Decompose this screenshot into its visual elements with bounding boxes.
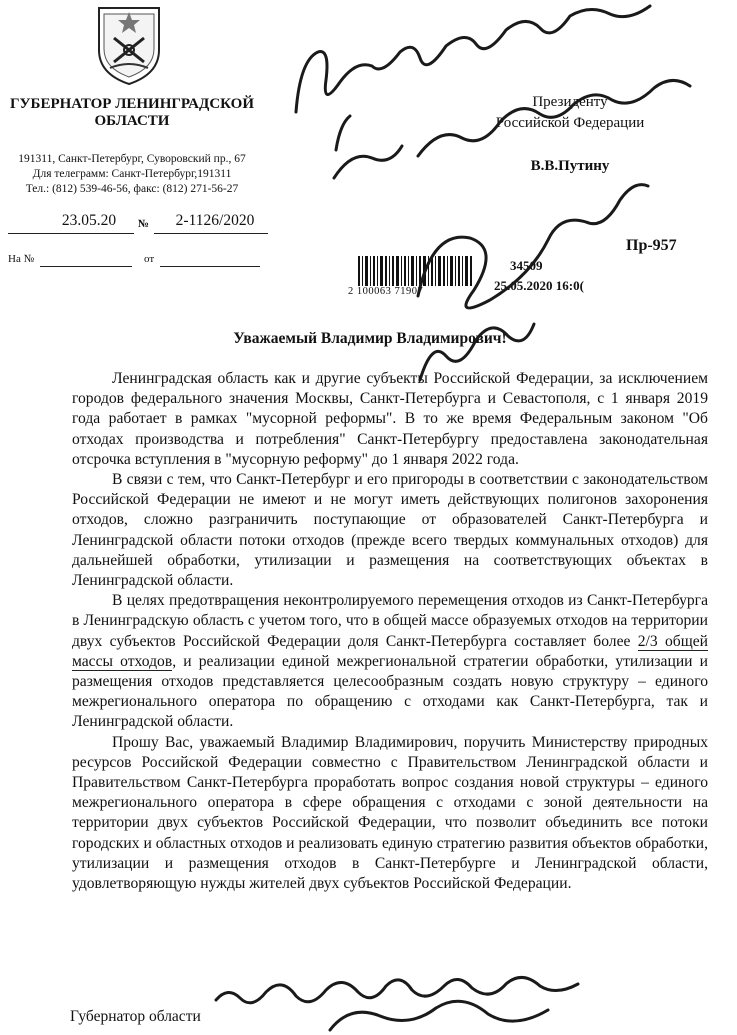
addressee-position — [470, 92, 670, 134]
phone-fax-line: Тел.: (812) 539-46-56, факс: (812) 271-56-27 — [25, 183, 239, 195]
reg-date-underline — [8, 233, 134, 234]
registration-date: 23.05.20 — [61, 212, 117, 229]
body-paragraph-1: Ленинградская область как и другие субъекты Российской Федерации, за исключением городов федерального значения Москвы, Санкт-Петербурга и Севастополя, с 1 января 2019 года работает в рамках "мусорной реформы". В то же время Федеральным законом "Об отходах производства и потребления" Санкт-Петербургу предоставлена законодательная отсрочка вступления в "мусорную реформу" до 1 января 2022 года. — [72, 370, 708, 468]
telegram-line: Для телеграмм: Санкт-Петербург,191311 — [32, 168, 232, 180]
letterhead-address — [8, 152, 256, 197]
addressee-line-1: Президенту — [532, 94, 608, 110]
address-line: 191311, Санкт-Петербург, Суворовский пр., 67 — [18, 153, 246, 165]
incoming-code: Пр-957 — [626, 237, 677, 254]
reg-number-underline — [154, 233, 268, 234]
governor-signature — [216, 977, 578, 1002]
addressee-line-2: Российской Федерации — [495, 115, 645, 131]
letter-body — [72, 369, 708, 894]
paragraph-3-start: В целях предотвращения неконтролируемого перемещения отходов из Санкт-Петербурга в Ленинградскую область с учетом того, что в общей массе образуемых отходов на территории двух субъектов Российской Федерации доля Санкт-Петербурга составляет более — [72, 592, 708, 650]
paragraph-3-end: , и реализации единой межрегиональной стратегии обработки, утилизации и размещения отходов представляется целесообразным создать новую структуру – единого межрегионального оператора по обращению с отходами как Санкт-Петербурга, так и Ленинградской области. — [72, 652, 708, 731]
reference-number-label: На № — [8, 253, 35, 265]
reference-date-label: от — [144, 253, 155, 265]
coat-of-arms-emblem — [96, 2, 162, 86]
barcode-digits: 2 100063 71907 — [348, 286, 424, 297]
incoming-number: 34509 — [510, 258, 543, 273]
governor-title: ГУБЕРНАТОР ЛЕНИНГРАДСКОЙ ОБЛАСТИ — [10, 96, 254, 129]
reference-date-underline — [160, 266, 260, 267]
body-paragraph-3 — [72, 591, 708, 732]
governor-signature-2 — [330, 1001, 548, 1030]
registration-number: 2-1126/2020 — [175, 212, 255, 229]
underlined-share-text: 2/3 общей массы отходов — [72, 632, 708, 670]
body-paragraph-4: Прошу Вас, уважаемый Владимир Владимирович, поручить Министерству природных ресурсов Российской Федерации совместно с Правительством Ленинградской области и Правительством Санкт-Петербурга проработать вопрос создания новой структуры – единого межрегионального оператора в сфере обращения с отходами с зоной деятельности на территории двух субъектов Российской Федерации, что позволит объединить все потоки городских и областных отходов и реализовать единую стратегию развития объектов обработки, утилизации и размещения отходов в Санкт-Петербурге и Ленинградской области, удовлетворяющую нужды жителей двух субъектов Российской Федерации. — [72, 733, 708, 893]
barcode-image — [358, 256, 473, 286]
salutation: Уважаемый Владимир Владимирович! — [233, 330, 507, 347]
body-paragraph-2: В связи с тем, что Санкт-Петербург и его пригороды в соответствии с законодательством Российской Федерации не имеют и не могут иметь действующих полигонов захоронения отходов, сложно разграничить поступающие от образователей Санкт-Петербурга и Ленинградской области потоки отходов (прежде всего твердых коммунальных отходов) для дальнейшей обработки, утилизации и размещения на соответствующих объектах в Ленинградской области. — [72, 471, 708, 590]
signatory-role: Губернатор области — [70, 1008, 201, 1025]
addressee-name: В.В.Путину — [530, 158, 610, 174]
incoming-datetime: 25.05.2020 16:0( — [494, 278, 584, 293]
reference-number-underline — [40, 266, 132, 267]
registration-number-label: № — [138, 218, 150, 230]
